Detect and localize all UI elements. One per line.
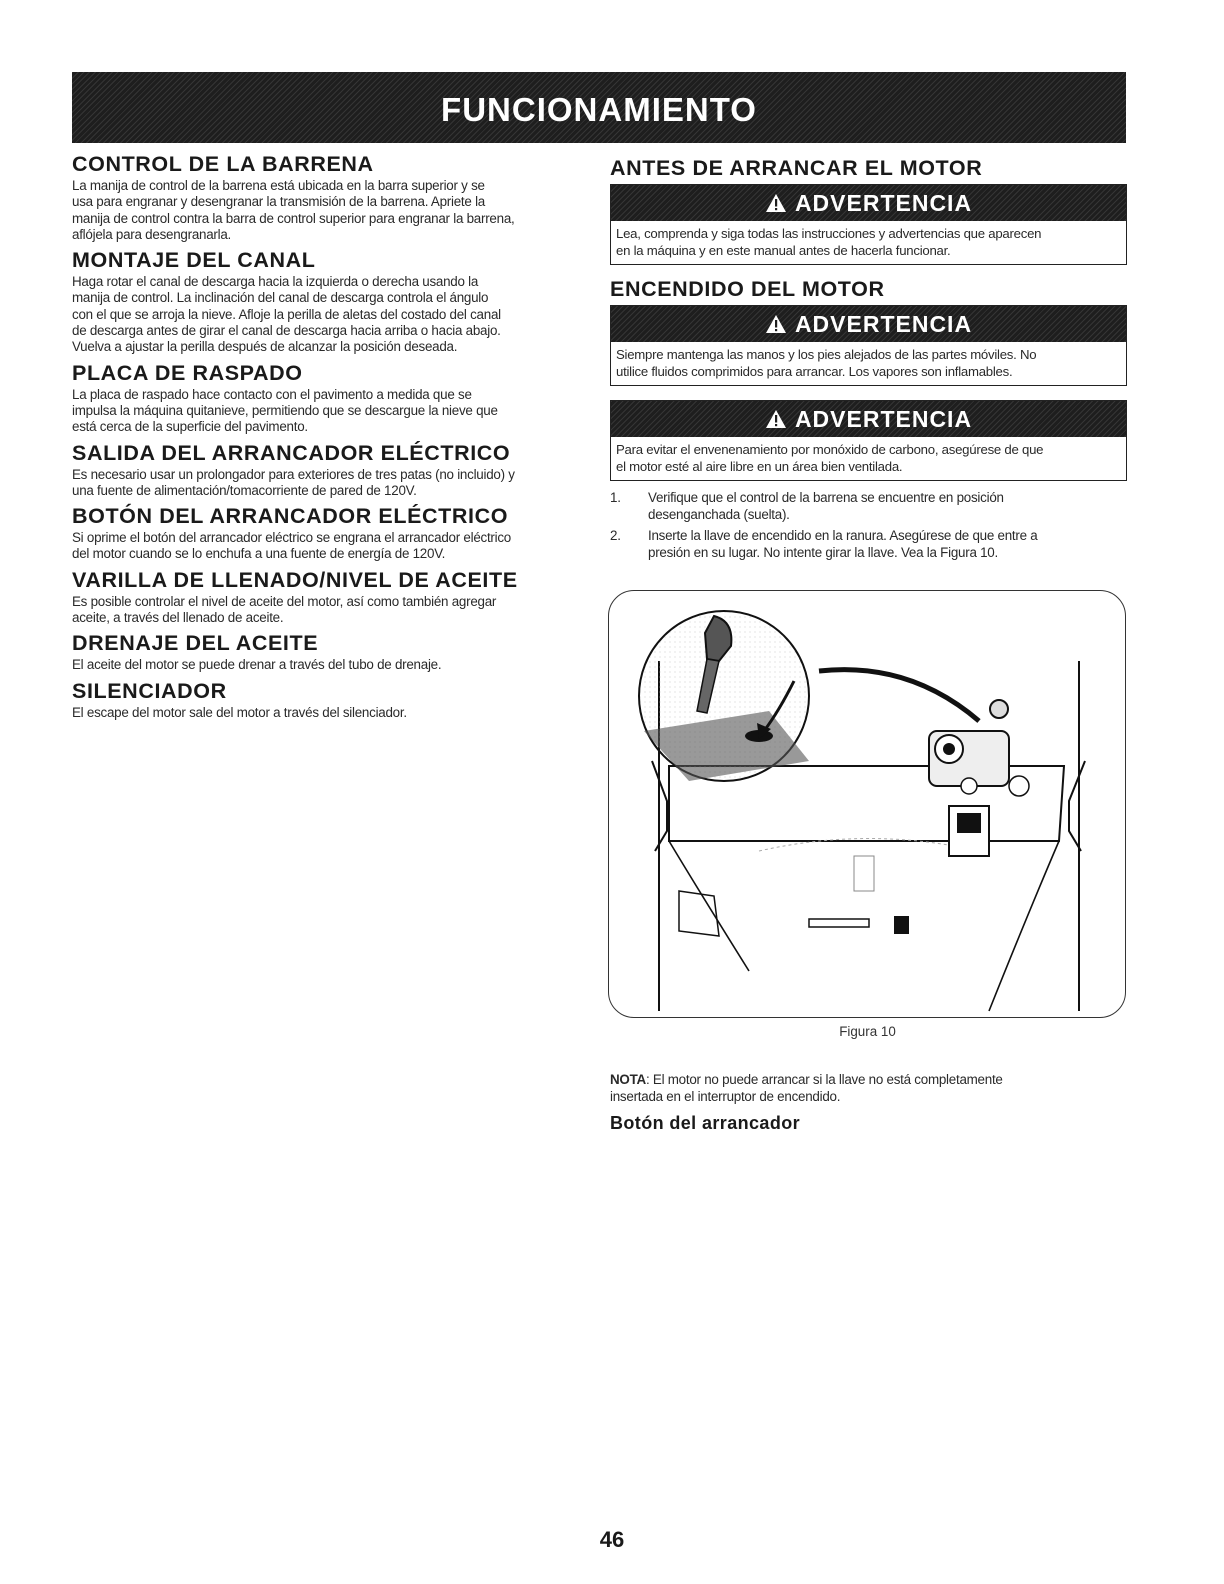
warning-text: Lea, comprenda y siga todas las instrucciones y advertencias que aparecen en la máquina y en este manual antes de hacerla funcionar. [616, 226, 1042, 258]
section-control-barrena [72, 152, 584, 243]
list-item: 2. Inserte la llave de encendido en la ranura. Asegúrese de que entre a presión en su lugar. No intente girar la llave. Vea la Figura 10. [610, 528, 1038, 560]
warning-title: ADVERTENCIA [794, 189, 973, 216]
section-varilla-aceite [72, 568, 584, 627]
right-column [610, 156, 1127, 565]
warning-triangle-icon [765, 193, 787, 213]
warning-header [611, 306, 1126, 342]
section-heading: SALIDA DEL ARRANCADOR ELÉCTRICO [72, 440, 511, 465]
section-text: Es posible controlar el nivel de aceite del motor, así como también agregar aceite, a través del llenado de aceite. [72, 593, 497, 626]
section-text: Haga rotar el canal de descarga hacia la izquierda o derecha usando la manija de control. La inclinación del canal de descarga controla el ángulo con el que se arroja la nieve. Afloje la perilla de aletas del costado del canal de descarga antes de girar el canal de descarga hacia arriba o hacia abajo. Vuelva a ajustar la perilla después de alcanzar la posición deseada. [72, 274, 501, 355]
section-heading: SILENCIADOR [72, 678, 227, 703]
figure-caption: Figura 10 [839, 1024, 896, 1039]
warning-title: ADVERTENCIA [794, 310, 973, 337]
section-text: La manija de control de la barrena está ubicada en la barra superior y se usa para engranar y desengranar la transmisión de la barrena. Apriete la manija de control contra la barra de control superior para engranar la barrena, aflójela para desengranarla. [72, 178, 515, 242]
warning-title: ADVERTENCIA [794, 405, 973, 432]
section-heading: MONTAJE DEL CANAL [72, 248, 316, 273]
note [610, 1071, 1120, 1105]
warning-box [610, 305, 1127, 386]
section-heading: BOTÓN DEL ARRANCADOR ELÉCTRICO [72, 504, 509, 529]
warning-header [611, 401, 1126, 437]
section-text: El aceite del motor se puede drenar a través del tubo de drenaje. [72, 657, 442, 673]
figure-ignition-key [608, 590, 1126, 1018]
section-drenaje-aceite [72, 631, 584, 673]
note-text: : El motor no puede arrancar si la llave no está completamente [645, 1072, 1003, 1087]
note-text-2: insertada en el interruptor de encendido. [610, 1089, 841, 1104]
warning-box [610, 184, 1127, 265]
section-salida-arrancador [72, 441, 584, 500]
page-number: 46 [599, 1527, 625, 1552]
warning-text: Para evitar el envenenamiento por monóxido de carbono, asegúrese de que el motor esté al aire libre en un área bien ventilada. [616, 442, 1044, 474]
banner-title: FUNCIONAMIENTO [441, 90, 757, 128]
section-heading: PLACA DE RASPADO [72, 360, 303, 385]
warning-header [611, 185, 1126, 221]
note-label: NOTA [610, 1072, 646, 1087]
warning-triangle-icon [765, 409, 787, 429]
heading-encendido-motor: ENCENDIDO DEL MOTOR [610, 277, 885, 301]
snowblower-control-illustration [609, 591, 1125, 1017]
section-heading: CONTROL DE LA BARRENA [72, 152, 374, 176]
warning-box [610, 400, 1127, 481]
section-heading: DRENAJE DEL ACEITE [72, 631, 319, 656]
left-column [72, 152, 584, 726]
section-montaje-canal [72, 248, 584, 355]
section-text: Es necesario usar un prolongador para exteriores de tres patas (no incluido) y una fuente de alimentación/tomacorriente de pared de 120V. [72, 466, 515, 498]
section-placa-raspado [72, 361, 584, 436]
warning-text: Siempre mantenga las manos y los pies alejados de las partes móviles. No utilice fluidos comprimidos para arrancar. Los vapores son inflamables. [616, 347, 1037, 379]
section-text: La placa de raspado hace contacto con el pavimento a medida que se impulsa la máquina quitanieve, permitiendo que se descargue la nieve que está cerca de la superficie del pavimento. [72, 386, 498, 435]
section-text: El escape del motor sale del motor a través del silenciador. [72, 704, 407, 720]
warning-triangle-icon [765, 314, 787, 334]
steps-list [610, 489, 1127, 561]
section-silenciador [72, 679, 584, 721]
section-banner [72, 72, 1126, 143]
heading-antes-arrancar: ANTES DE ARRANCAR EL MOTOR [610, 156, 983, 180]
list-item: 1. Verifique que el control de la barrena se encuentre en posición desenganchada (suelta). [610, 490, 1004, 522]
section-heading: VARILLA DE LLENADO/NIVEL DE ACEITE [72, 567, 518, 592]
subheading-boton-arrancador: Botón del arrancador [610, 1113, 801, 1133]
section-boton-arrancador [72, 504, 584, 563]
section-text: Si oprime el botón del arrancador eléctrico se engrana el arrancador eléctrico del motor cuando se lo enchufa a una fuente de energía de 120V. [72, 530, 512, 562]
